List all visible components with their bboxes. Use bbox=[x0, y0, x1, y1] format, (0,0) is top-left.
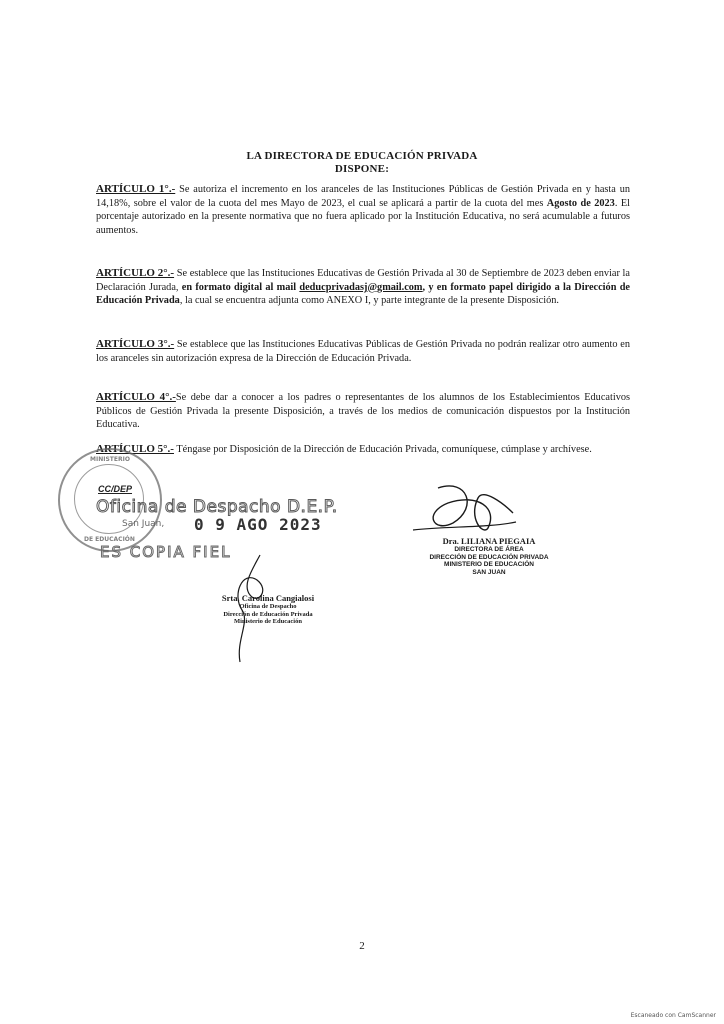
document-heading: LA DIRECTORA DE EDUCACIÓN PRIVADA bbox=[246, 150, 478, 162]
signer-ministry: Ministerio de Educación bbox=[234, 618, 302, 625]
article-bold-text: Agosto de 2023 bbox=[546, 197, 615, 209]
article-label: ARTÍCULO 5°.- bbox=[96, 443, 174, 455]
article-bold-text: , y en formato papel dirigido a la Dirección de Educación Privada bbox=[96, 281, 630, 307]
signature-block-right bbox=[404, 537, 574, 576]
article-label: ARTÍCULO 1°.- bbox=[96, 183, 176, 195]
signer-role: Oficina de Despacho bbox=[239, 603, 297, 610]
signer-role: DIRECTORA DE ÁREA bbox=[454, 546, 524, 553]
office-stamp: Oficina de Despacho D.E.P. bbox=[96, 497, 338, 517]
page-number: 2 bbox=[359, 940, 365, 952]
document-subheading: DISPONE: bbox=[334, 163, 390, 175]
signer-department: Dirección de Educación Privada bbox=[223, 610, 313, 618]
signature-scribble-right bbox=[408, 478, 518, 538]
signature-block-left bbox=[218, 594, 318, 626]
article-3 bbox=[96, 338, 630, 365]
article-5 bbox=[96, 443, 630, 457]
email-address: deducprivadasj@gmail.com bbox=[299, 281, 423, 293]
article-label: ARTÍCULO 3°.- bbox=[96, 338, 175, 350]
article-2 bbox=[96, 267, 630, 308]
article-text: Se debe dar a conocer a los padres o representantes de los alumnos de los Establecimientos Educativos Públicos de Gestión Privada la presente Disposición, a través de los medios de comunicación dispuestos por la Institución Educativa. bbox=[96, 392, 631, 431]
signer-department: DIRECCIÓN DE EDUCACIÓN PRIVADA bbox=[429, 553, 549, 561]
seal-text-bottom: DE EDUCACIÓN bbox=[84, 536, 135, 543]
seal-text-top: MINISTERIO bbox=[90, 456, 130, 463]
article-text: Se establece que las Instituciones Educativas Públicas de Gestión Privada no podrán realizar otro aumento en los aranceles sin autorización expresa de la Dirección de Educación Privada. bbox=[96, 339, 630, 364]
copy-stamp: ES COPIA FIEL bbox=[100, 543, 232, 561]
article-1 bbox=[96, 183, 630, 237]
scanner-watermark: Escaneado con CamScanner bbox=[630, 1012, 716, 1019]
stamp-city: San Juan, bbox=[122, 519, 165, 529]
article-label: ARTÍCULO 4°.- bbox=[96, 391, 176, 403]
signer-city: SAN JUAN bbox=[472, 568, 506, 576]
article-text: Se establece que las Instituciones Educativas de Gestión Privada al 30 de Septiembre de 2023 deben enviar la Declaración Jurada, bbox=[96, 268, 630, 293]
article-bold-text: en formato digital al mail bbox=[181, 281, 300, 293]
signer-ministry: MINISTERIO DE EDUCACIÓN bbox=[444, 561, 534, 568]
date-stamp: 0 9 AGO 2023 bbox=[194, 515, 322, 534]
article-text: . El porcentaje autorizado en la presente normativa que no fuera aplicado por la Institución Educativa, no será acumulable a futuros aumentos. bbox=[96, 197, 630, 236]
signer-name: Srta. Carolina Cangialosi bbox=[221, 593, 315, 603]
signer-name: Dra. LILIANA PIEGAIA bbox=[442, 536, 536, 546]
article-text: Téngase por Disposición de la Dirección de Educación Privada, comuníquese, cúmplase y archívese. bbox=[173, 444, 592, 455]
article-text: Se autoriza el incremento en los aranceles de las Instituciones Públicas de Gestión Privada en y hasta un 14,18%, sobre el valor de la cuota del mes Mayo de 2023, el cual se aplicará a partir de la cuota del mes bbox=[96, 184, 631, 209]
cc-dep-mark: CC/DEP bbox=[98, 484, 133, 494]
article-4 bbox=[96, 391, 630, 432]
article-text: , la cual se encuentra adjunta como ANEXO I, y parte integrante de la presente Disposición. bbox=[179, 295, 559, 307]
article-label: ARTÍCULO 2°.- bbox=[96, 267, 175, 279]
